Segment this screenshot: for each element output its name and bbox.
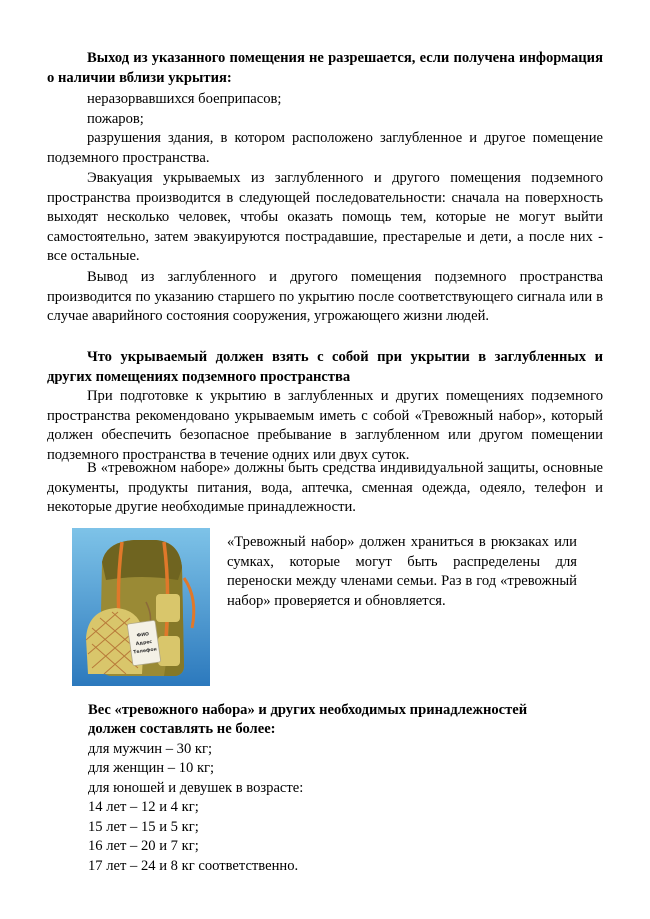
storage-note: «Тревожный набор» должен храниться в рюкзаках или сумках, которые могут быть распределены для переноски между членами семьи. Раз в год «тревожный набор» проверяется и обновляется. xyxy=(227,534,577,609)
list-item: неразорвавшихся боеприпасов; xyxy=(87,91,282,107)
side-pocket-lower xyxy=(158,636,180,666)
tag-address-label: Адрес xyxy=(135,639,153,648)
alarm-kit-paragraph: При подготовке к укрытию в заглубленных и других помещениях подземного пространства рекомендовано укрываемым иметь с собой «Тревожный набор», который должен обеспечить безопасное пребывание в заглубленном или другом помещении подземного пространства в течение одних или двух суток. xyxy=(47,388,603,463)
alarm-kit-contents-paragraph: В «тревожном наборе» должны быть средства индивидуальной защиты, основные документы, продукты питания, вода, аптечка, сменная одежда, одеяло, телефон и некоторые другие необходимые принадлежности. xyxy=(47,460,603,516)
shelter-exit-warning: Выход из указанного помещения не разрешается, если получена информация о наличии вблизи укрытия: xyxy=(47,50,603,86)
weight-line: 15 лет – 15 и 5 кг; xyxy=(88,819,199,835)
weight-line: для мужчин – 30 кг; xyxy=(88,741,213,757)
exit-order-paragraph: Вывод из заглубленного и другого помещения подземного пространства производится по указанию старшего по укрытию после соответствующего сигнала или в случае аварийного состояния сооружения, угрожающего жизни людей. xyxy=(47,269,603,325)
section-heading: Что укрываемый должен взять с собой при укрытии в заглубленных и других помещениях подземного пространства xyxy=(47,349,603,385)
list-item: пожаров; xyxy=(87,111,144,127)
weight-line: для юношей и девушек в возрасте: xyxy=(88,780,304,796)
weight-line: 17 лет – 24 и 8 кг соответственно. xyxy=(88,858,299,874)
evacuation-paragraph: Эвакуация укрываемых из заглубленного и другого помещения подземного пространства производится в следующей последовательности: сначала на поверхность выходят несколько человек, чтобы оказать помощь тем, которые не могут выйти самостоятельно, затем эвакуируются пострадавшие, престарелые и дети, а после них - все остальные. xyxy=(47,170,603,265)
weight-line: 14 лет – 12 и 4 кг; xyxy=(88,799,199,815)
list-item-destruction: разрушения здания, в котором расположено заглубленное и другое помещение подземного пространства. xyxy=(47,130,603,166)
tag-name-label: ФИО xyxy=(136,632,150,639)
weight-heading-line2: должен составлять не более: xyxy=(88,721,276,737)
weight-line: 16 лет – 20 и 7 кг; xyxy=(88,838,199,854)
side-pocket xyxy=(156,594,180,622)
backpack-flap xyxy=(102,540,182,580)
weight-line: для женщин – 10 кг; xyxy=(88,760,215,776)
weight-heading: Вес «тревожного набора» и других необходимых принадлежностей xyxy=(88,702,528,718)
backpack-illustration xyxy=(72,528,210,686)
tag-phone-label: Телефон xyxy=(133,647,158,656)
